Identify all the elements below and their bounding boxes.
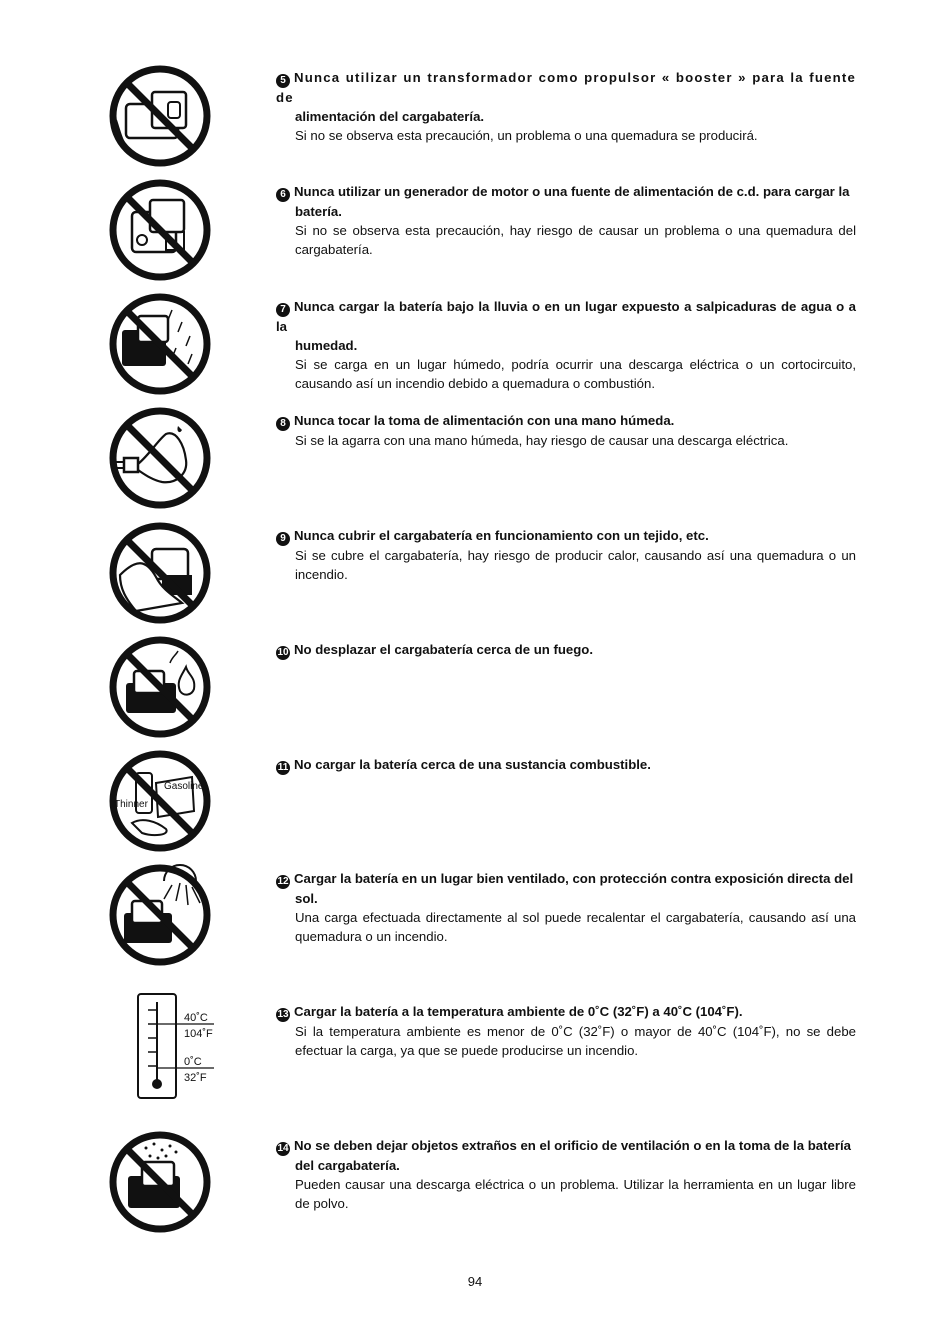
thermo-label-104f: 104˚F <box>184 1028 213 1040</box>
item-heading: 12 Cargar la batería en un lugar bien ventilado, con protección contra exposición directa del <box>277 871 854 887</box>
item-description: Si se cubre el cargabatería, hay riesgo de producir calor, causando así una quemadura o un incendio. <box>295 548 856 582</box>
item-description: Si no se observa esta precaución, hay riesgo de causar un problema o una quemadura del cargabatería. <box>295 223 856 257</box>
item-heading: 5 Nunca utilizar un transformador como propulsor « booster » para la fuente de <box>276 70 856 105</box>
no-fire-icon <box>106 633 214 741</box>
item-heading: 14 No se deben dejar objetos extraños en el orificio de ventilación o en la toma de la batería <box>277 1138 851 1154</box>
no-sun-icon <box>106 861 214 969</box>
item-description: Pueden causar una descarga eléctrica o un problema. Utilizar la herramienta en un lugar libre de polvo. <box>295 1177 856 1211</box>
no-foreign-objects-icon <box>106 1128 214 1236</box>
no-cover-icon <box>106 519 214 627</box>
number-badge: 13 <box>277 1009 289 1020</box>
item-heading: 7 Nunca cargar la batería bajo la lluvia o en un lugar expuesto a salpicaduras de agua o a la <box>276 299 856 334</box>
number-badge: 14 <box>277 1143 289 1154</box>
number-badge: 8 <box>276 417 290 431</box>
item-description: Si se la agarra con una mano húmeda, hay riesgo de causar una descarga eléctrica. <box>295 433 789 448</box>
item-description: Si no se observa esta precaución, un problema o una quemadura se producirá. <box>295 128 758 143</box>
thermometer-icon <box>132 990 222 1102</box>
item-heading: 6 Nunca utilizar un generador de motor o una fuente de alimentación de c.d. para cargar la <box>276 182 856 202</box>
no-transformer-icon <box>106 62 214 170</box>
item-heading: 10 No desplazar el cargabatería cerca de un fuego. <box>277 642 594 658</box>
number-badge: 6 <box>276 188 290 202</box>
page-number: 94 <box>467 1274 483 1289</box>
thermo-label-0c: 0˚C <box>184 1056 202 1068</box>
item-heading: 11 No cargar la batería cerca de una sustancia combustible. <box>277 757 651 773</box>
number-badge: 10 <box>277 647 289 658</box>
thermo-label-40c: 40˚C <box>184 1012 208 1024</box>
thinner-label: Thinner <box>114 799 148 810</box>
thermo-label-32f: 32˚F <box>184 1072 207 1084</box>
number-badge: 7 <box>276 303 290 317</box>
item-heading: 9 Nunca cubrir el cargabatería en funcionamiento con un tejido, etc. <box>276 526 856 546</box>
number-badge: 5 <box>276 74 290 88</box>
no-wet-hand-icon <box>106 404 214 512</box>
item-heading: 13 Cargar la batería a la temperatura ambiente de 0˚C (32˚F) a 40˚C (104˚F). <box>277 1004 743 1020</box>
number-badge: 12 <box>277 876 289 887</box>
item-description: Si se carga en un lugar húmedo, podría ocurrir una descarga eléctrica o un cortocircuito, causando así un incendio debido a quemadura o combustión. <box>295 357 856 391</box>
item-description: Si la temperatura ambiente es menor de 0˚C (32˚F) o mayor de 40˚C (104˚F), no se debe efectuar la carga, ya que se puede producirse un incendio. <box>295 1024 856 1058</box>
no-rain-icon <box>106 290 214 398</box>
number-badge: 11 <box>277 762 289 773</box>
no-generator-icon <box>106 176 214 284</box>
number-badge: 9 <box>276 532 290 546</box>
item-heading: 8 Nunca tocar la toma de alimentación con una mano húmeda. <box>276 411 856 431</box>
no-combustible-icon <box>106 747 214 855</box>
gasoline-label: Gasoline <box>164 781 204 792</box>
item-description: Una carga efectuada directamente al sol puede recalentar el cargabatería, causando así una quemadura o un incendio. <box>295 910 856 944</box>
